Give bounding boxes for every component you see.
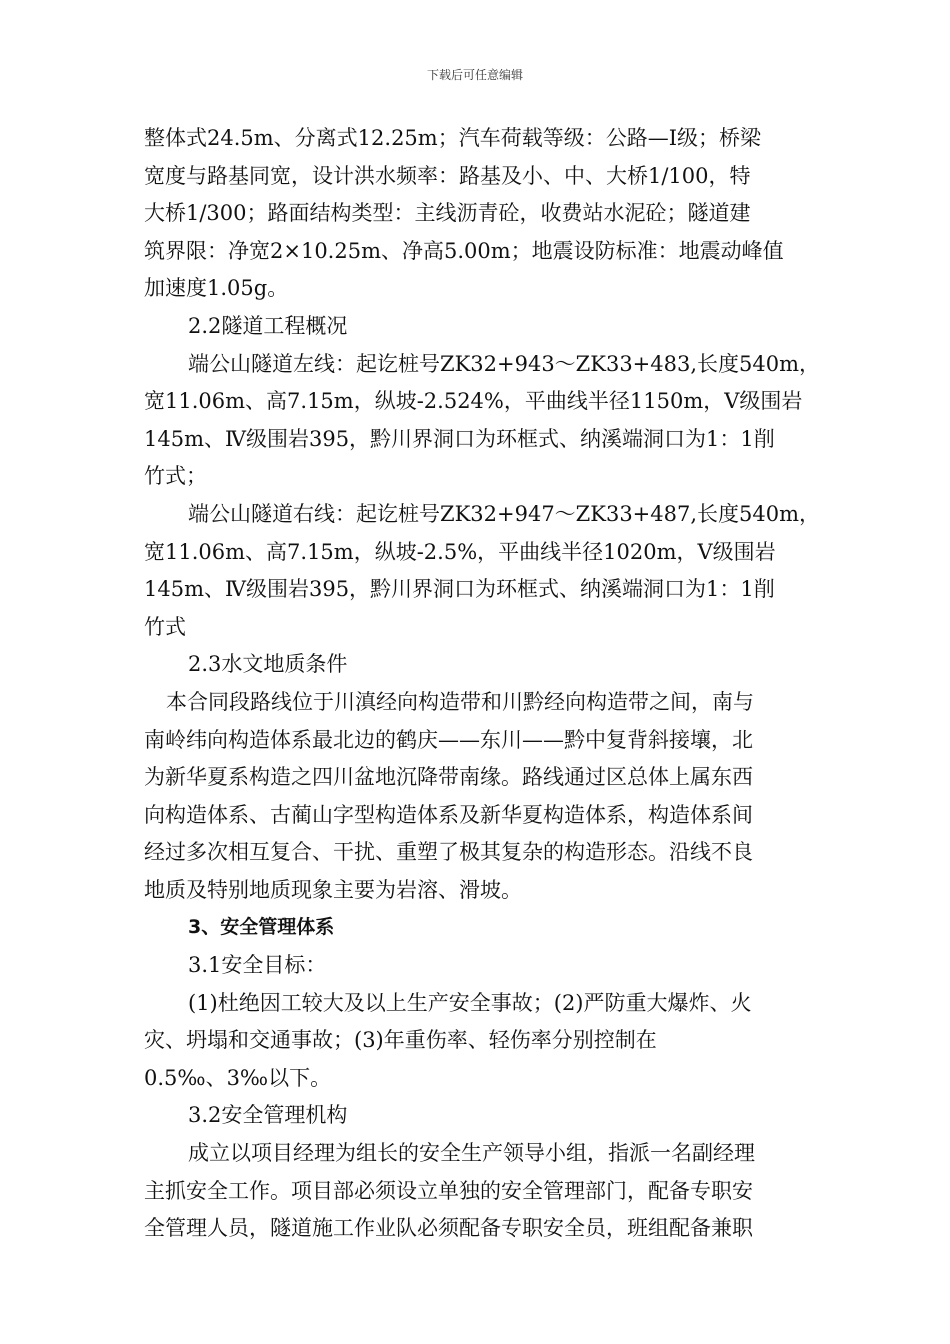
body-line: 为新华夏系构造之四川盆地沉降带南缘。路线通过区总体上属东西 bbox=[144, 765, 753, 790]
body-line: 0.5‰、3‰以下。 bbox=[144, 1065, 332, 1090]
body-line: 经过多次相互复合、干扰、重塑了极其复杂的构造形态。沿线不良 bbox=[144, 840, 753, 865]
body-line: 145m、Ⅳ级围岩395，黔川界洞口为环框式、纳溪端洞口为1：1削 bbox=[144, 577, 775, 602]
body-line: 宽11.06m、高7.15m，纵坡-2.524%，平曲线半径1150m，Ⅴ级围岩 bbox=[144, 389, 803, 414]
body-line: 大桥1/300；路面结构类型：主线沥青砼，收费站水泥砼；隧道建 bbox=[144, 201, 751, 226]
body-line: 向构造体系、古蔺山字型构造体系及新华夏构造体系，构造体系间 bbox=[144, 802, 753, 827]
body-line: 宽度与路基同宽，设计洪水频率：路基及小、中、大桥1/100，特 bbox=[144, 163, 751, 188]
section-heading: 3.2安全管理机构 bbox=[188, 1103, 348, 1128]
body-line: 竹式 bbox=[144, 614, 186, 639]
body-line: 145m、Ⅳ级围岩395，黔川界洞口为环框式、纳溪端洞口为1：1削 bbox=[144, 426, 775, 451]
body-line: 端公山隧道左线：起讫桩号ZK32+943～ZK33+483,长度540m， bbox=[188, 351, 821, 376]
body-line: 成立以项目经理为组长的安全生产领导小组，指派一名副经理 bbox=[188, 1141, 755, 1166]
section-heading: 3.1安全目标： bbox=[188, 953, 327, 978]
body-line: 端公山隧道右线：起讫桩号ZK32+947～ZK33+487,长度540m， bbox=[188, 501, 821, 526]
body-line: 宽11.06m、高7.15m，纵坡-2.5%，平曲线半径1020m，Ⅴ级围岩 bbox=[144, 539, 776, 564]
body-line: 灾、坍塌和交通事故；(3)年重伤率、轻伤率分别控制在 bbox=[144, 1028, 657, 1053]
body-line: (1)杜绝因工较大及以上生产安全事故；(2)严防重大爆炸、火 bbox=[188, 990, 752, 1015]
body-line: 整体式24.5m、分离式12.25m；汽车荷载等级：公路—Ⅰ级；桥梁 bbox=[144, 126, 761, 150]
body-line: 竹式； bbox=[144, 464, 207, 489]
page-header: 下载后可任意编辑 bbox=[426, 68, 523, 82]
body-line: 全管理人员，隧道施工作业队必须配备专职安全员，班组配备兼职 bbox=[144, 1216, 753, 1241]
section-heading: 2.2隧道工程概况 bbox=[188, 313, 348, 338]
body-line: 主抓安全工作。项目部必须设立单独的安全管理部门，配备专职安 bbox=[144, 1178, 753, 1203]
body-line: 筑界限：净宽2×10.25m、净高5.00m；地震设防标准：地震动峰值 bbox=[144, 238, 784, 263]
body-line: 地质及特别地质现象主要为岩溶、滑坡。 bbox=[144, 877, 522, 902]
body-line: 加速度1.05g。 bbox=[144, 276, 289, 301]
body-line: 本合同段路线位于川滇经向构造带和川黔经向构造带之间，南与 bbox=[166, 689, 754, 714]
chapter-heading: 3、安全管理体系 bbox=[188, 916, 335, 939]
document-body bbox=[144, 120, 821, 1248]
section-heading: 2.3水文地质条件 bbox=[188, 652, 348, 677]
body-line: 南岭纬向构造体系最北边的鹤庆——东川——黔中复背斜接壤，北 bbox=[144, 727, 753, 752]
